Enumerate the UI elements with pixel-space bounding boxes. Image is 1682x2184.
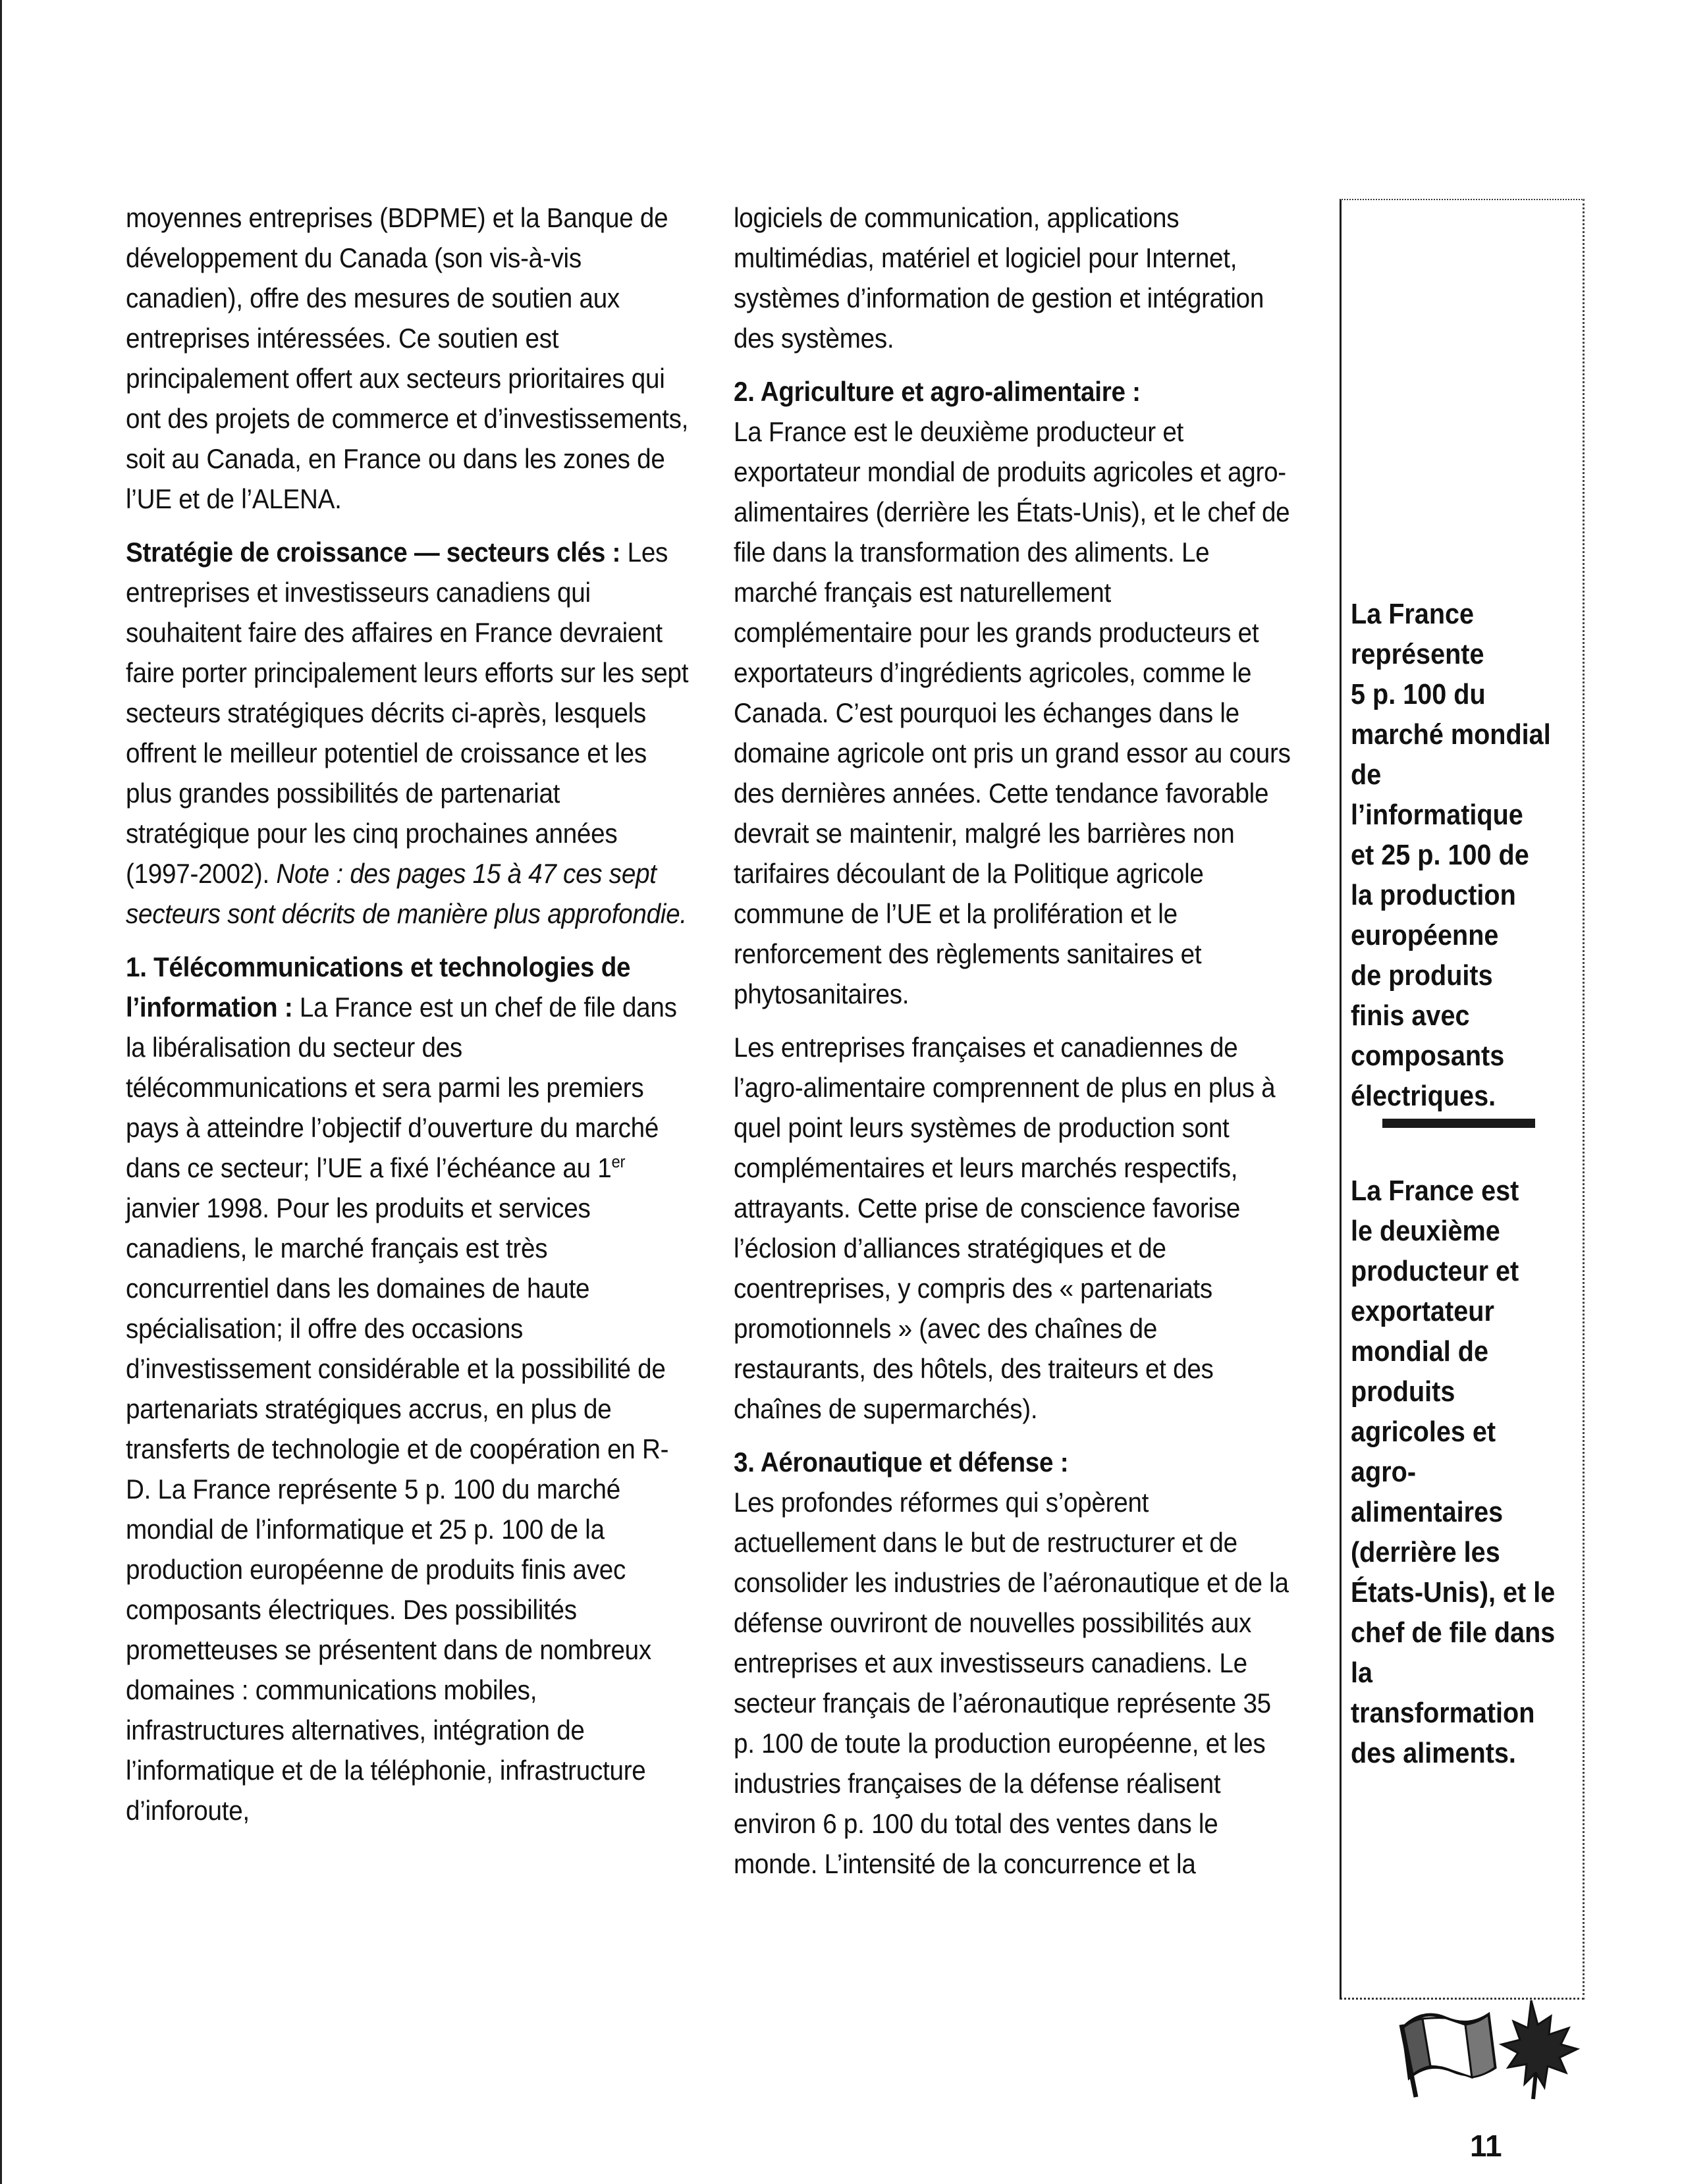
paragraph-bdpme: moyennes entreprises (BDPME) et la Banque de développement du Canada (son vis-à-vis canadien), offre des mesures de soutien aux entreprises intéressées. Ce soutien est principalement offert aux secteurs prioritaires qui ont des projets de commerce et d’investissements, soit au Canada, en France ou dans les zones de l’UE et de l’ALENA. xyxy=(126,202,689,514)
pullquote-line: et 25 p. 100 de xyxy=(1351,839,1529,871)
pullquote-line: (derrière les xyxy=(1351,1536,1500,1568)
heading-agriculture: 2. Agriculture et agro-alimentaire : xyxy=(734,376,1141,407)
france-canada-flag-icon xyxy=(1396,1988,1594,2104)
telecom-text-b: janvier 1998. Pour les produits et services canadiens, le marché français est très concurrentiel dans les domaines de haute spécialisation; il offre des occasions d’investissement considérable et la possibilité de partenariats stratégiques accrus, en plus de transferts de technologie et de coopération en R-D. La France représente 5 p. 100 du marché mondial de l’informatique et 25 p. 100 de la production européenne de produits finis avec composants électriques. Des possibilités prometteuses se présentent dans de nombreux domaines : communications mobiles, infrastructures alternatives, intégration de l’informatique et de la téléphonie, infrastructure d’inforoute, xyxy=(126,1192,669,1826)
pullquote-line: mondial de xyxy=(1351,1335,1489,1368)
strategy-text: Les entreprises et investisseurs canadiens qui souhaitent faire des affaires en France devraient faire porter principalement leurs efforts sur les sept secteurs stratégiques décrits ci-après, lesquels offrent le meilleur potentiel de croissance et les plus grandes possibilités de partenariat stratégique pour les cinq prochaines années (1997-2002). xyxy=(126,537,689,889)
pullquote-line: agricoles et xyxy=(1351,1416,1496,1448)
paragraph-telecom-continued: logiciels de communication, applications multimédias, matériel et logiciel pour Internet, systèmes d’information de gestion et intégration des systèmes. xyxy=(734,202,1264,354)
pullquote-line: produits xyxy=(1351,1375,1455,1408)
pullquote-line: européenne xyxy=(1351,919,1499,951)
pullquote-agriculture xyxy=(1351,1171,1556,1773)
page-number: 11 xyxy=(1470,2129,1502,2163)
paragraph-telecom xyxy=(126,947,690,1830)
pullquote-line: représente xyxy=(1351,638,1484,670)
pullquote-line: le deuxième xyxy=(1351,1215,1500,1247)
heading-strategy: Stratégie de croissance — secteurs clés : xyxy=(126,537,621,568)
superscript-er: er xyxy=(611,1152,626,1171)
sidebar-pullquotes xyxy=(1340,199,1585,2000)
heading-telecom: 1. Télécommunications et technologies de l’information : xyxy=(126,951,631,1023)
pullquote-line: électriques. xyxy=(1351,1080,1496,1112)
paragraph-aeronautics: Les profondes réformes qui s’opèrent actuellement dans le but de restructurer et de consolider les industries de l’aéronautique et de la défense ouvriront de nouvelles possibilités aux entreprises et aux investisseurs canadiens. Le secteur français de l’aéronautique représente 35 p. 100 de toute la production européenne, et les industries françaises de la défense réalisent environ 6 p. 100 du total des ventes dans le monde. L’intensité de la concurrence et la xyxy=(734,1487,1289,1879)
paragraph-strategy xyxy=(126,532,690,934)
column-left xyxy=(126,198,690,1844)
pullquote-line: producteur et xyxy=(1351,1255,1519,1287)
pullquote-line: exportateur xyxy=(1351,1295,1494,1327)
pullquote-line: la transformation xyxy=(1351,1657,1535,1729)
pullquote-line: de produits xyxy=(1351,959,1493,992)
pullquote-line: des aliments. xyxy=(1351,1737,1516,1769)
paragraph-agriculture-2: Les entreprises françaises et canadiennes de l’agro-alimentaire comprennent de plus en plus à quel point leurs systèmes de production sont complémentaires et leurs marchés respectifs, attrayants. Cette prise de conscience favorise l’éclosion d’alliances stratégiques et de coentreprises, y compris des « partenariats promotionnels » (avec des chaînes de restaurants, des hôtels, des traiteurs et des chaînes de supermarchés). xyxy=(734,1032,1276,1424)
pullquote-line: 5 p. 100 du xyxy=(1351,678,1486,710)
pullquote-line: marché mondial xyxy=(1351,718,1551,751)
sidebar-divider xyxy=(1382,1119,1535,1128)
telecom-text-a: La France est un chef de file dans la libéralisation du secteur des télécommunications et sera parmi les premiers pays à atteindre l’objectif d’ouverture du marché dans ce secteur; l’UE a fixé l’échéance au 1 xyxy=(126,992,677,1183)
pullquote-line: agro- xyxy=(1351,1456,1416,1488)
pullquote-line: de l’informatique xyxy=(1351,759,1523,831)
pullquote-line: composants xyxy=(1351,1040,1505,1072)
strategy-note: Note : des pages 15 à 47 ces sept secteurs sont décrits de manière plus approfondie. xyxy=(126,858,687,929)
paragraph-agriculture: La France est le deuxième producteur et exportateur mondial de produits agricoles et agro-alimentaires (derrière les États-Unis), et le chef de file dans la transformation des aliments. Le marché français est naturellement complémentaire pour les grands producteurs et exportateurs d’ingrédients agricoles, comme le Canada. C’est pourquoi les échanges dans le domaine agricole ont pris un grand essor au cours des dernières années. Cette tendance favorable devrait se maintenir, malgré les barrières non tarifaires découlant de la Politique agricole commune de l’UE et la prolifération et le renforcement des règlements sanitaires et phytosanitaires. xyxy=(734,416,1291,1009)
pullquote-line: chef de file dans xyxy=(1351,1616,1556,1649)
pullquote-line: La France xyxy=(1351,598,1475,630)
pullquote-line: finis avec xyxy=(1351,999,1470,1032)
pullquote-informatique xyxy=(1351,594,1556,1116)
pullquote-line: alimentaires xyxy=(1351,1496,1504,1528)
pullquote-line: La France est xyxy=(1351,1175,1519,1207)
pullquote-line: la production xyxy=(1351,879,1516,911)
column-middle xyxy=(734,198,1291,1897)
pullquote-line: États-Unis), et le xyxy=(1351,1576,1556,1609)
page-edge xyxy=(0,0,2,2184)
heading-aeronautics: 3. Aéronautique et défense : xyxy=(734,1447,1069,1478)
